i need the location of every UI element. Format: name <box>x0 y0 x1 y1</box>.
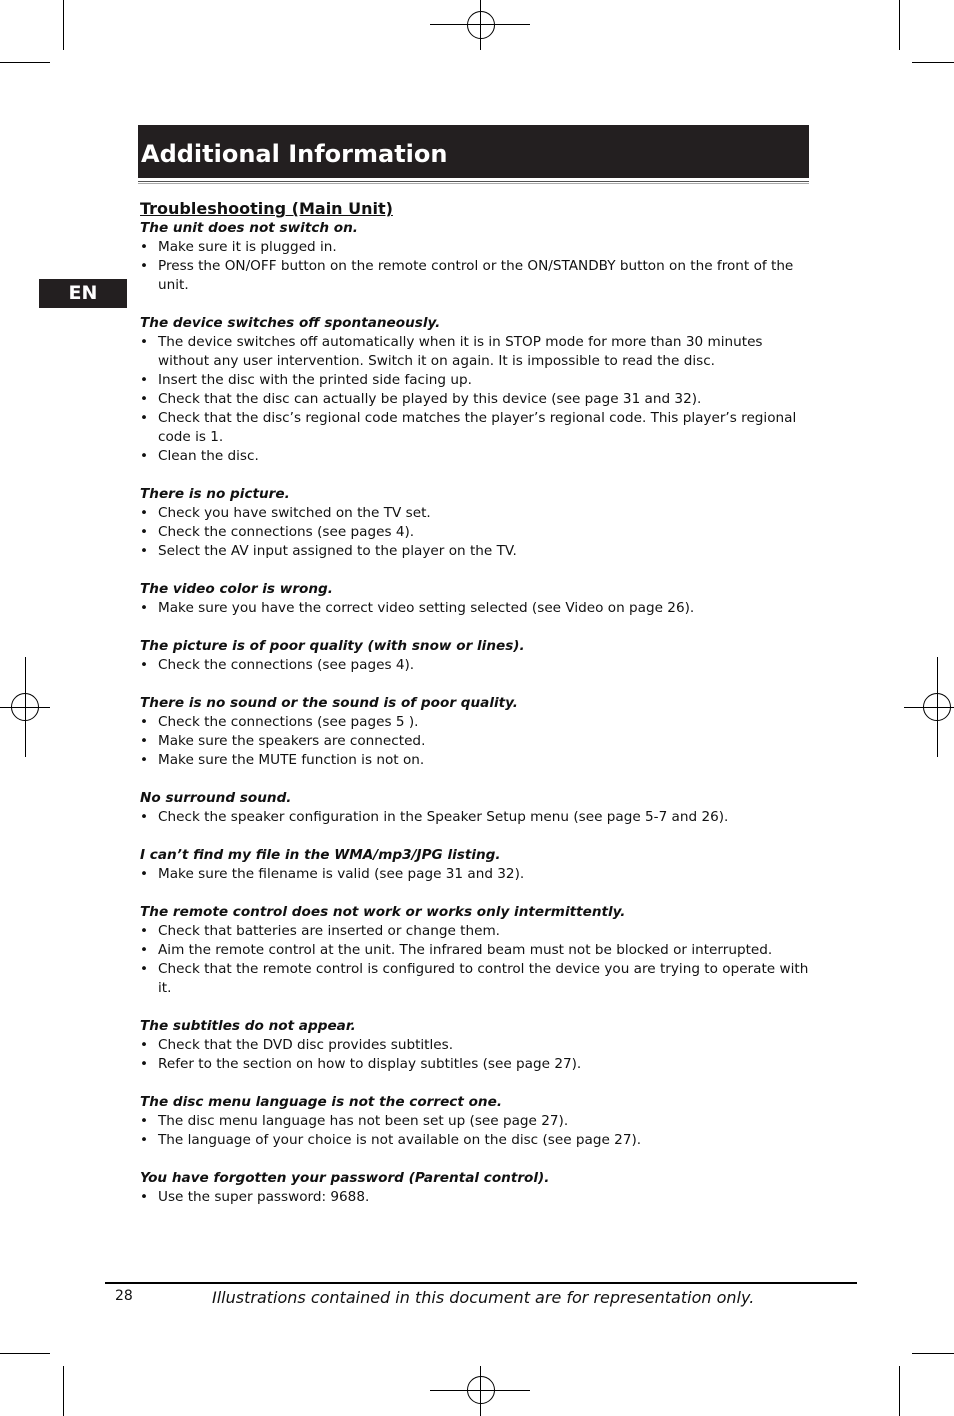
issue-title: There is no picture. <box>140 486 290 502</box>
solution-list <box>140 922 810 998</box>
footer-divider <box>105 1282 857 1284</box>
issue-title: The device switches off spontaneously. <box>140 315 441 331</box>
solution-item: • Make sure it is plugged in. <box>140 238 810 257</box>
solution-item: • Make sure the speakers are connected. <box>140 732 810 751</box>
header-bar <box>138 125 809 178</box>
issue-block <box>140 789 810 827</box>
solution-list <box>140 599 810 618</box>
issue-block <box>140 694 810 770</box>
issue-block <box>140 846 810 884</box>
issue-block <box>140 580 810 618</box>
issue-block <box>140 1169 810 1207</box>
issue-title: The picture is of poor quality (with snow or lines). <box>140 638 525 654</box>
footer-note: Illustrations contained in this document are for representation only. <box>212 1288 755 1307</box>
solution-item: • Check you have switched on the TV set. <box>140 504 810 523</box>
solution-list <box>140 1112 810 1150</box>
issue-title: The subtitles do not appear. <box>140 1018 356 1034</box>
solution-item: • Check that batteries are inserted or change them. <box>140 922 810 941</box>
page-title: Additional Information <box>141 140 448 168</box>
header-divider-light <box>138 183 809 184</box>
solution-list <box>140 333 810 466</box>
issue-title: I can’t find my file in the WMA/mp3/JPG listing. <box>140 847 501 863</box>
issue-list <box>140 219 810 1207</box>
issue-title: You have forgotten your password (Parental control). <box>140 1170 550 1186</box>
troubleshooting-section <box>140 198 810 1226</box>
issue-title: The unit does not switch on. <box>140 220 358 236</box>
solution-item: • Check the connections (see pages 4). <box>140 656 810 675</box>
solution-item: • Make sure you have the correct video setting selected (see Video on page 26). <box>140 599 810 618</box>
solution-item: • Refer to the section on how to display subtitles (see page 27). <box>140 1055 810 1074</box>
issue-title: No surround sound. <box>140 790 292 806</box>
solution-item: • Make sure the filename is valid (see page 31 and 32). <box>140 865 810 884</box>
solution-item: • Check the speaker configuration in the Speaker Setup menu (see page 5-7 and 26). <box>140 808 810 827</box>
solution-list <box>140 1188 810 1207</box>
solution-list <box>140 808 810 827</box>
solution-item: • Press the ON/OFF button on the remote control or the ON/STANDBY button on the front of the unit. <box>140 257 810 295</box>
issue-title: There is no sound or the sound is of poor quality. <box>140 695 518 711</box>
header-divider <box>138 181 809 182</box>
solution-item: • Select the AV input assigned to the player on the TV. <box>140 542 810 561</box>
solution-item: • Clean the disc. <box>140 447 810 466</box>
solution-list <box>140 504 810 561</box>
solution-list <box>140 1036 810 1074</box>
solution-item: • The disc menu language has not been set up (see page 27). <box>140 1112 810 1131</box>
solution-item: • Check that the DVD disc provides subtitles. <box>140 1036 810 1055</box>
solution-list <box>140 865 810 884</box>
language-tab: EN <box>39 279 127 308</box>
section-title: Troubleshooting (Main Unit) <box>140 199 393 218</box>
solution-item: • Use the super password: 9688. <box>140 1188 810 1207</box>
issue-block <box>140 637 810 675</box>
solution-list <box>140 238 810 295</box>
solution-item: • Check the connections (see pages 5 ). <box>140 713 810 732</box>
solution-item: • Make sure the MUTE function is not on. <box>140 751 810 770</box>
issue-title: The video color is wrong. <box>140 581 333 597</box>
solution-item: • Aim the remote control at the unit. The infrared beam must not be blocked or interrupted. <box>140 941 810 960</box>
issue-block <box>140 314 810 466</box>
issue-title: The disc menu language is not the correct one. <box>140 1094 502 1110</box>
solution-item: • Check that the disc can actually be played by this device (see page 31 and 32). <box>140 390 810 409</box>
solution-item: • Insert the disc with the printed side facing up. <box>140 371 810 390</box>
solution-list <box>140 713 810 770</box>
solution-item: • Check that the disc’s regional code matches the player’s regional code. This player’s regional code is 1. <box>140 409 810 447</box>
issue-block <box>140 1017 810 1074</box>
solution-item: • The language of your choice is not available on the disc (see page 27). <box>140 1131 810 1150</box>
solution-item: • The device switches off automatically when it is in STOP mode for more than 30 minutes without any user intervention. Switch it on again. It is impossible to read the disc. <box>140 333 810 371</box>
issue-block <box>140 1093 810 1150</box>
solution-list <box>140 656 810 675</box>
issue-title: The remote control does not work or works only intermittently. <box>140 904 626 920</box>
issue-block <box>140 219 810 295</box>
solution-item: • Check that the remote control is configured to control the device you are trying to operate with it. <box>140 960 810 998</box>
page-number: 28 <box>115 1288 133 1304</box>
issue-block <box>140 903 810 998</box>
issue-block <box>140 485 810 561</box>
solution-item: • Check the connections (see pages 4). <box>140 523 810 542</box>
